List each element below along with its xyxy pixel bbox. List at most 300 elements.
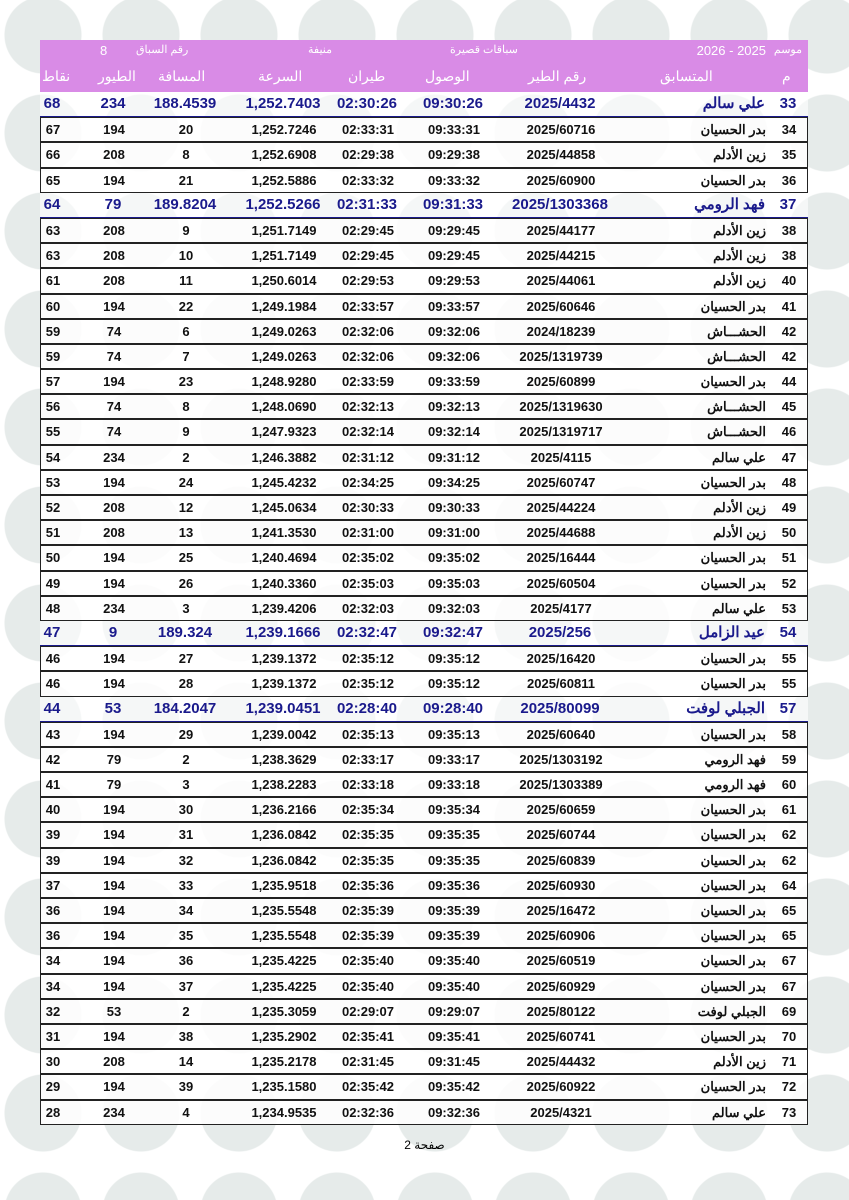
table-row [40,545,808,570]
cell-speed: 1,245.4232 [251,474,317,490]
cell-flight: 02:33:18 [341,777,395,793]
cell-birds: 53 [104,699,122,717]
cell-arrival: 09:30:33 [427,500,481,515]
race-name: منيفة [308,44,332,56]
cell-arrival: 09:29:38 [427,147,481,163]
cell-name: علي سالم [712,449,766,465]
cell-speed: 1,239.4206 [251,600,317,616]
cell-ring: 2025/60744 [526,827,596,843]
cell-birds: 194 [103,550,125,566]
cell-flight: 02:29:45 [341,248,395,264]
cell-arrival: 09:33:32 [427,172,481,188]
cell-distance: 8 [182,399,190,415]
race-type: سباقات قصيرة [450,44,518,56]
cell-ring: 2025/1303192 [519,751,603,767]
cell-name: زين الأدلم [713,1054,766,1070]
cell-ring: 2025/16444 [526,550,596,566]
cell-points: 65 [45,172,61,188]
cell-speed: 1,247.9323 [251,424,317,440]
cell-points: 55 [45,424,61,440]
cell-flight: 02:35:03 [341,575,395,591]
table-row [40,1100,808,1125]
cell-speed: 1,252.5266 [245,195,321,213]
cell-birds: 194 [103,928,125,944]
cell-rank: 46 [781,424,797,440]
cell-ring: 2025/60899 [526,374,596,390]
cell-birds: 194 [103,298,125,314]
cell-speed: 1,238.2283 [251,777,317,793]
cell-speed: 1,236.0842 [251,852,317,868]
cell-ring: 2025/1319630 [519,399,603,415]
cell-flight: 02:35:41 [341,1028,395,1044]
cell-arrival: 09:32:36 [427,1104,481,1120]
cell-distance: 37 [178,978,194,994]
cell-name: بدر الحسيان [700,298,766,314]
cell-points: 53 [45,474,61,490]
cell-points: 43 [45,726,61,742]
cell-flight: 02:32:47 [336,623,398,641]
cell-rank: 55 [781,651,797,667]
cell-birds: 208 [103,1054,125,1070]
cell-rank: 55 [781,676,797,692]
cell-name: بدر الحسيان [700,676,766,692]
cell-points: 39 [45,827,61,843]
cell-flight: 02:32:13 [341,399,395,415]
cell-points: 60 [45,298,61,314]
cell-distance: 8 [182,147,190,163]
table-row [40,948,808,973]
cell-name: بدر الحسيان [700,903,766,918]
cell-flight: 02:32:06 [341,348,395,364]
cell-name: فهد الرومي [694,195,765,213]
cell-rank: 57 [779,699,797,717]
cell-points: 37 [45,877,61,893]
cell-ring: 2025/80099 [520,699,600,717]
cell-distance: 189.8204 [153,195,217,213]
table-row [40,1024,808,1049]
cell-birds: 194 [103,877,125,893]
table-row [40,117,808,142]
cell-rank: 35 [781,147,797,163]
cell-arrival: 09:35:35 [427,827,481,843]
cell-arrival: 09:32:13 [427,399,481,415]
cell-ring: 2025/16420 [526,651,596,667]
cell-speed: 1,251.7149 [251,222,317,238]
cell-distance: 20 [178,122,194,138]
cell-arrival: 09:33:31 [427,122,481,138]
cell-flight: 02:35:40 [341,978,395,994]
cell-distance: 27 [178,651,194,667]
table-row [40,344,808,369]
cell-birds: 194 [103,122,125,138]
cell-rank: 64 [781,877,797,893]
cell-rank: 37 [779,195,797,213]
cell-points: 32 [45,1003,61,1019]
cell-rank: 42 [781,323,797,339]
cell-ring: 2025/44224 [526,500,596,515]
cell-name: علي سالم [712,1104,766,1120]
cell-rank: 65 [781,928,797,944]
cell-arrival: 09:33:57 [427,298,481,314]
season-label: موسم [773,44,802,56]
cell-flight: 02:32:06 [341,323,395,339]
cell-points: 64 [43,195,61,213]
cell-name: الجبلي لوفت [697,1003,766,1019]
col-points: نقاط [42,68,71,84]
cell-name: الحشـــاش [707,323,766,339]
cell-distance: 34 [178,903,194,918]
cell-birds: 194 [103,903,125,918]
season: 2026 - 2025 [696,43,766,58]
cell-name: الحشـــاش [707,399,766,415]
cell-points: 51 [45,525,61,541]
cell-arrival: 09:33:18 [427,777,481,793]
table-row [40,974,808,999]
cell-distance: 2 [182,1003,190,1019]
cell-arrival: 09:32:06 [427,323,481,339]
cell-distance: 21 [178,172,194,188]
cell-name: بدر الحسيان [700,374,766,390]
cell-points: 30 [45,1054,61,1070]
cell-flight: 02:33:57 [341,298,395,314]
cell-arrival: 09:35:41 [427,1028,481,1044]
cell-flight: 02:31:00 [341,525,395,541]
cell-rank: 45 [781,399,797,415]
cell-arrival: 09:34:25 [427,474,481,490]
table-row [40,369,808,394]
cell-ring: 2025/60659 [526,802,596,818]
cell-flight: 02:35:12 [341,651,395,667]
cell-ring: 2025/1319739 [519,348,603,364]
cell-flight: 02:30:33 [341,500,395,515]
cell-ring: 2025/44688 [526,525,596,541]
col-speed: السرعة [258,68,303,84]
cell-birds: 79 [104,195,122,213]
cell-name: بدر الحسيان [700,827,766,843]
cell-birds: 74 [106,424,122,440]
cell-name: بدر الحسيان [700,978,766,994]
cell-flight: 02:32:14 [341,424,395,440]
table-row [40,520,808,545]
cell-birds: 208 [103,248,125,264]
cell-name: بدر الحسيان [700,172,766,188]
cell-name: زين الأدلم [713,500,766,515]
cell-flight: 02:28:40 [336,699,398,717]
cell-speed: 1,250.6014 [251,273,317,289]
cell-distance: 11 [179,273,193,289]
cell-distance: 33 [178,877,194,893]
cell-points: 57 [45,374,61,390]
cell-speed: 1,235.1580 [251,1079,317,1095]
table-row [40,898,808,923]
table-header [40,40,808,92]
cell-birds: 194 [103,651,125,667]
cell-points: 47 [43,623,61,641]
table-row [40,646,808,671]
cell-arrival: 09:32:06 [427,348,481,364]
cell-flight: 02:33:31 [341,122,395,138]
table-body [40,92,808,1125]
cell-rank: 38 [781,222,797,238]
cell-rank: 49 [781,500,797,515]
cell-points: 31 [45,1028,61,1044]
cell-flight: 02:35:35 [341,827,395,843]
cell-points: 48 [45,600,61,616]
cell-rank: 69 [781,1003,797,1019]
cell-flight: 02:34:25 [341,474,395,490]
cell-ring: 2025/60646 [526,298,596,314]
cell-distance: 3 [182,777,190,793]
cell-ring: 2025/44061 [526,273,596,289]
cell-rank: 36 [781,172,797,188]
cell-arrival: 09:35:12 [427,651,481,667]
cell-points: 67 [45,122,61,138]
table-row [40,92,808,117]
cell-ring: 2025/256 [528,623,592,641]
cell-name: بدر الحسيان [700,474,766,490]
cell-points: 42 [45,751,61,767]
cell-points: 56 [45,399,61,415]
cell-name: بدر الحسيان [700,726,766,742]
table-row [40,621,808,646]
cell-distance: 14 [178,1054,194,1070]
table-row [40,319,808,344]
table-row [40,243,808,268]
cell-speed: 1,248.9280 [251,374,317,390]
cell-distance: 35 [178,928,194,944]
cell-name: علي سالم [702,95,765,112]
cell-birds: 194 [103,726,125,742]
cell-name: الحشـــاش [707,348,766,364]
cell-rank: 65 [781,903,797,918]
cell-flight: 02:33:17 [341,751,395,767]
cell-distance: 36 [178,953,194,969]
cell-name: بدر الحسيان [700,122,766,138]
page-number: صفحة 2 [404,1138,445,1152]
cell-name: علي سالم [712,600,766,616]
cell-name: الجبلي لوفت [686,699,765,717]
cell-arrival: 09:35:12 [427,676,481,692]
cell-ring: 2025/44432 [526,1054,596,1070]
cell-flight: 02:35:40 [341,953,395,969]
cell-speed: 1,235.4225 [251,953,317,969]
cell-arrival: 09:32:14 [427,424,481,440]
cell-distance: 4 [182,1104,190,1120]
cell-birds: 194 [103,1079,125,1095]
cell-rank: 52 [781,575,797,591]
cell-distance: 6 [182,323,190,339]
cell-flight: 02:29:45 [341,222,395,238]
cell-flight: 02:35:02 [341,550,395,566]
cell-speed: 1,235.5548 [251,928,317,944]
cell-birds: 234 [103,1104,125,1120]
cell-arrival: 09:32:47 [422,623,484,641]
cell-birds: 208 [103,273,125,289]
cell-arrival: 09:31:00 [427,525,481,541]
col-ring: رقم الطير [528,68,587,84]
table-row [40,848,808,873]
cell-ring: 2024/18239 [526,323,596,339]
cell-flight: 02:35:39 [341,903,395,918]
cell-points: 39 [45,852,61,868]
cell-ring: 2025/60741 [526,1028,596,1044]
cell-ring: 2025/1303389 [519,777,603,793]
cell-flight: 02:31:33 [336,195,398,213]
cell-flight: 02:35:34 [341,802,395,818]
cell-points: 44 [43,699,61,717]
cell-name: زين الأدلم [713,273,766,289]
cell-rank: 34 [781,122,797,138]
cell-birds: 74 [106,348,122,364]
cell-rank: 72 [781,1079,797,1095]
cell-ring: 2025/60519 [526,953,596,969]
cell-flight: 02:31:45 [341,1054,395,1070]
cell-ring: 2025/60811 [527,676,595,692]
cell-ring: 2025/44858 [526,147,596,163]
cell-arrival: 09:35:13 [427,726,481,742]
cell-distance: 9 [182,222,190,238]
cell-birds: 194 [103,802,125,818]
col-rank: م [782,68,791,84]
cell-distance: 10 [178,248,194,264]
cell-speed: 1,241.3530 [251,525,317,541]
cell-ring: 2025/60716 [526,122,596,138]
cell-birds: 234 [103,600,125,616]
cell-ring: 2025/4177 [530,600,592,616]
cell-arrival: 09:35:42 [427,1079,481,1095]
cell-name: فهد الرومي [704,751,766,767]
cell-points: 52 [45,500,61,515]
cell-arrival: 09:29:45 [427,248,481,264]
cell-distance: 29 [178,726,194,742]
cell-arrival: 09:30:26 [422,95,484,112]
cell-ring: 2025/60747 [526,474,596,490]
cell-speed: 1,240.4694 [251,550,317,566]
cell-name: بدر الحسيان [700,575,766,591]
cell-ring: 2025/4321 [530,1104,592,1120]
cell-flight: 02:35:35 [341,852,395,868]
cell-name: الحشـــاش [707,424,766,440]
cell-distance: 2 [182,449,190,465]
table-row [40,797,808,822]
col-distance: المسافة [158,68,206,84]
cell-distance: 23 [178,374,194,390]
cell-birds: 194 [103,474,125,490]
cell-flight: 02:35:13 [341,726,395,742]
cell-speed: 1,239.1372 [251,676,317,692]
cell-speed: 1,248.0690 [251,399,317,415]
cell-distance: 28 [178,676,194,692]
cell-birds: 208 [103,500,125,515]
cell-points: 34 [45,978,61,994]
cell-speed: 1,240.3360 [251,575,317,591]
cell-name: فهد الرومي [704,777,766,793]
cell-flight: 02:29:07 [341,1003,395,1019]
cell-arrival: 09:35:40 [427,978,481,994]
table-row [40,218,808,243]
cell-rank: 60 [781,777,797,793]
cell-arrival: 09:35:34 [427,802,481,818]
cell-flight: 02:33:59 [341,374,395,390]
cell-birds: 194 [103,575,125,591]
cell-flight: 02:32:36 [341,1104,395,1120]
cell-distance: 189.324 [157,623,213,641]
cell-arrival: 09:33:17 [427,751,481,767]
cell-arrival: 09:35:39 [427,903,481,918]
cell-distance: 31 [178,827,194,843]
cell-points: 54 [45,449,61,465]
cell-rank: 73 [781,1104,797,1120]
cell-speed: 1,235.2902 [251,1028,317,1044]
cell-arrival: 09:31:33 [422,195,484,213]
col-flight: طيران [348,68,386,84]
cell-ring: 2025/60906 [526,928,596,944]
cell-points: 36 [45,928,61,944]
cell-points: 46 [45,651,61,667]
cell-flight: 02:35:36 [341,877,395,893]
cell-points: 36 [45,903,61,918]
table-row [40,193,808,218]
cell-speed: 1,236.0842 [251,827,317,843]
cell-rank: 54 [779,623,797,641]
cell-speed: 1,235.4225 [251,978,317,994]
cell-birds: 74 [106,399,122,415]
cell-speed: 1,252.6908 [251,147,317,163]
cell-speed: 1,235.9518 [251,877,317,893]
cell-points: 63 [45,248,61,264]
cell-arrival: 09:31:12 [427,449,481,465]
table-row [40,822,808,847]
cell-rank: 44 [781,374,797,390]
cell-arrival: 09:32:03 [427,600,481,616]
cell-distance: 184.2047 [153,699,217,717]
cell-arrival: 09:31:45 [427,1054,481,1070]
cell-arrival: 09:35:40 [427,953,481,969]
cell-arrival: 09:28:40 [422,699,484,717]
cell-speed: 1,249.0263 [251,348,317,364]
cell-rank: 70 [781,1028,797,1044]
cell-name: زين الأدلم [713,147,766,163]
col-name: المتسابق [660,68,713,84]
cell-speed: 1,235.5548 [251,903,317,918]
cell-birds: 194 [103,374,125,390]
cell-name: بدر الحسيان [700,651,766,667]
cell-speed: 1,249.1984 [251,298,317,314]
cell-flight: 02:29:53 [341,273,395,289]
cell-distance: 26 [178,575,194,591]
cell-distance: 25 [178,550,194,566]
cell-flight: 02:32:03 [341,600,395,616]
cell-arrival: 09:35:35 [427,852,481,868]
cell-rank: 53 [781,600,797,616]
cell-rank: 51 [781,550,797,566]
table-row [40,747,808,772]
cell-name: عيد الزامل [698,623,765,641]
cell-name: زين الأدلم [713,248,766,264]
table-row [40,419,808,444]
cell-distance: 13 [178,525,194,541]
cell-birds: 9 [108,623,118,641]
cell-birds: 234 [100,95,126,112]
cell-arrival: 09:35:39 [427,928,481,944]
table-row [40,168,808,193]
cell-speed: 1,239.0451 [245,699,321,717]
cell-birds: 74 [106,323,122,339]
cell-speed: 1,245.0634 [251,500,317,515]
cell-points: 50 [45,550,61,566]
cell-distance: 39 [178,1079,194,1095]
cell-rank: 41 [781,298,797,314]
